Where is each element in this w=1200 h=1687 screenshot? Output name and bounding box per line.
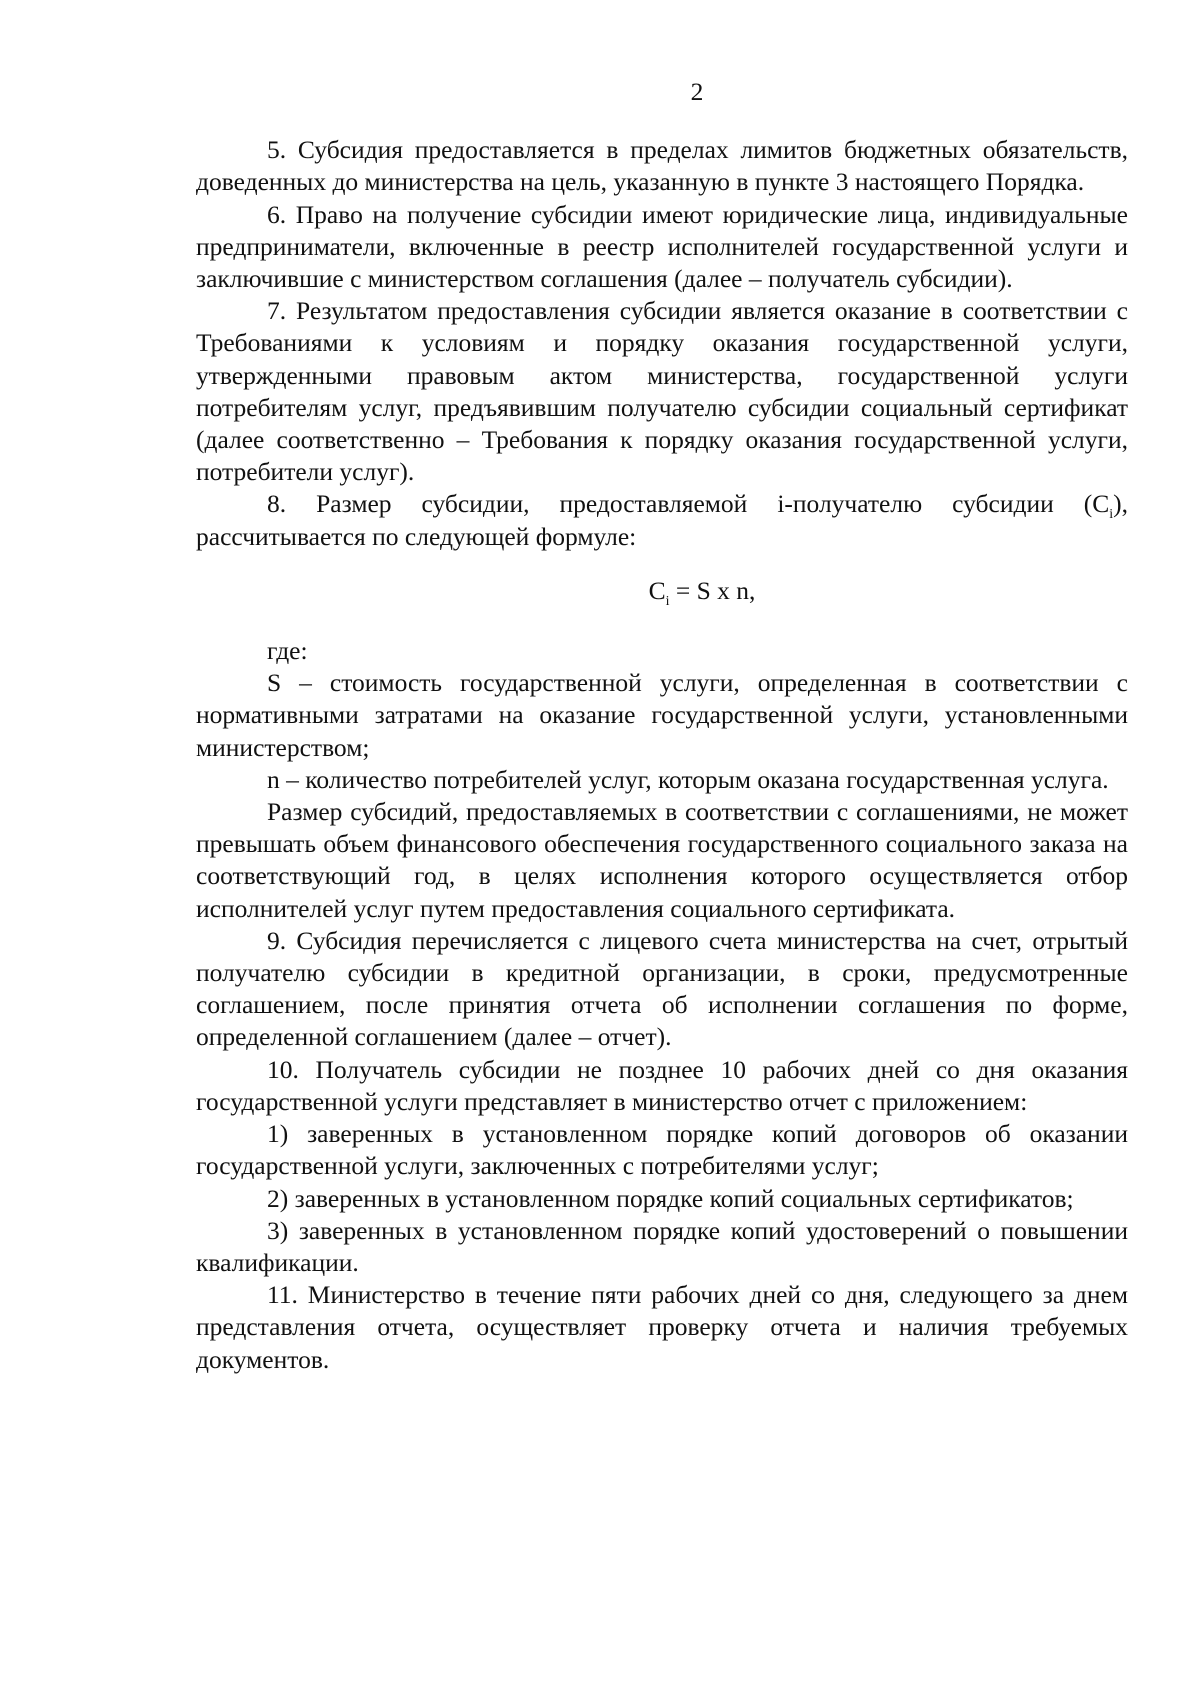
formula-subscript: i	[665, 593, 670, 609]
paragraph-subsidy-size: Размер субсидий, предоставляемых в соответствии с соглашениями, не может превышать объем финансового обеспечения государственного социального заказа на соответствующий год, в целях исполнения которого осуществляется отбор исполнителей услуг путем предоставления социального сертификата.	[196, 797, 1128, 923]
paragraph-10: 10. Получатель субсидии не позднее 10 рабочих дней со дня оказания государственной услуги представляет в министерство отчет с приложением:	[196, 1054, 1128, 1116]
paragraph-9: 9. Субсидия перечисляется с лицевого счета министерства на счет, отрытый получателю субсидии в кредитной организации, в сроки, предусмотренные соглашением, после принятия отчета об исполнении соглашения по форме, определенной соглашением (далее – отчет).	[196, 925, 1128, 1052]
paragraph-8-subscript: i	[1109, 507, 1114, 523]
definition-n: n – количество потребителей услуг, которым оказана государственная услуга.	[267, 764, 1109, 794]
paragraph-10-item-3: 3) заверенных в установленном порядке копий удостоверений о повышении квалификации.	[196, 1215, 1128, 1277]
formula-c: С	[648, 575, 666, 605]
paragraph-8-text-start: 8. Размер субсидии, предоставляемой i-получателю субсидии (С	[267, 489, 1110, 519]
definition-s: S – стоимость государственной услуги, определенная в соответствии с нормативными затратами на оказание государственной услуги, установленными министерством;	[196, 668, 1128, 762]
paragraph-6: 6. Право на получение субсидии имеют юридические лица, индивидуальные предприниматели, включенные в реестр исполнителей государственной услуги и заключившие с министерством соглашения (далее – получатель субсидии).	[196, 199, 1128, 294]
subsidy-formula	[196, 575, 1128, 607]
paragraph-8-text-end: ), рассчитывается по следующей формуле:	[196, 489, 1128, 551]
page-number: 2	[690, 77, 704, 106]
paragraph-11: 11. Министерство в течение пяти рабочих дней со дня, следующего за днем представления отчета, осуществляет проверку отчета и наличия требуемых документов.	[196, 1280, 1128, 1374]
paragraph-10-item-2: 2) заверенных в установленном порядке копий социальных сертификатов;	[267, 1183, 1074, 1213]
formula-rest: = S x n,	[669, 575, 756, 605]
paragraph-8	[196, 488, 1128, 552]
paragraph-7: 7. Результатом предоставления субсидии является оказание в соответствии с Требованиями к условиям и порядку оказания государственной услуги, утвержденными правовым актом министерства, государственной услуги потребителям услуг, предъявившим получателю субсидии социальный сертификат (далее соответственно – Требования к порядку оказания государственной услуги, потребители услуг).	[196, 296, 1128, 487]
paragraph-10-item-1: 1) заверенных в установленном порядке копий договоров об оказании государственной услуги, заключенных с потребителями услуг;	[196, 1119, 1128, 1181]
paragraph-5: 5. Субсидия предоставляется в пределах лимитов бюджетных обязательств, доведенных до министерства на цель, указанную в пункте 3 настоящего Порядка.	[196, 135, 1128, 197]
where-label: где:	[267, 636, 308, 666]
